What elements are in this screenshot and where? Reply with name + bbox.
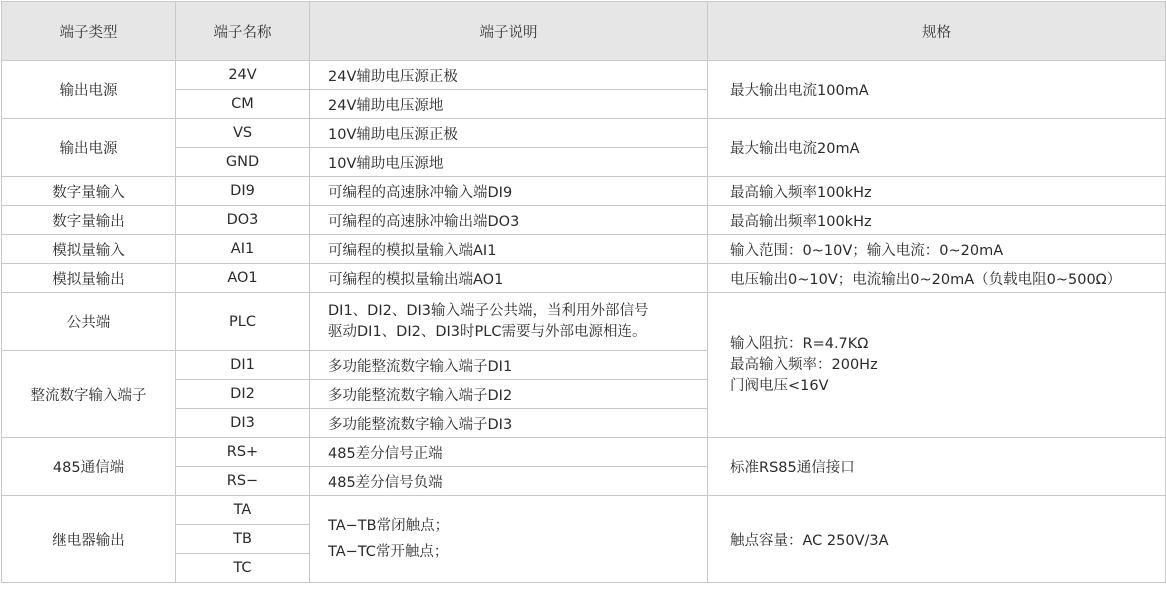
terminal-name-cell: AI1 [176,235,310,264]
terminal-description-cell: 多功能整流数字输入端子DI2 [310,380,708,409]
terminal-type-cell: 数字量输出 [2,206,176,235]
terminal-name-cell: RS− [176,467,310,496]
terminal-name-cell: 24V [176,61,310,90]
terminal-type-cell: 模拟量输出 [2,264,176,293]
terminal-description-cell [310,496,708,583]
specification-line: 门阀电压<16V [730,377,829,394]
description-line: TA−TB常闭触点； [328,518,450,534]
terminal-description-cell: 多功能整流数字输入端子DI1 [310,351,708,380]
specification-cell: 标准RS85通信接口 [708,438,1166,496]
terminal-name-cell: DO3 [176,206,310,235]
terminal-name-cell: DI2 [176,380,310,409]
terminal-description-cell: 10V辅助电压源地 [310,148,708,177]
specification-cell: 触点容量：AC 250V/3A [708,496,1166,583]
terminal-description-cell: 24V辅助电压源正极 [310,61,708,90]
terminal-description-cell: 485差分信号负端 [310,467,708,496]
terminal-type-cell: 数字量输入 [2,177,176,206]
specification-cell: 最大输出电流100mA [708,61,1166,119]
header-terminal-type: 端子类型 [2,2,176,61]
table-row [2,496,1166,525]
terminal-description-cell: 可编程的模拟量输出端AO1 [310,264,708,293]
header-specification: 规格 [708,2,1166,61]
table-row [2,61,1166,90]
terminal-type-cell: 输出电源 [2,61,176,119]
terminal-name-cell: DI3 [176,409,310,438]
terminal-name-cell: GND [176,148,310,177]
terminal-description-cell [310,293,708,351]
terminal-type-cell: 继电器输出 [2,496,176,583]
specification-cell: 最高输出频率100kHz [708,206,1166,235]
terminal-type-cell: 公共端 [2,293,176,351]
terminal-description-cell: 485差分信号正端 [310,438,708,467]
specification-cell: 最大输出电流20mA [708,119,1166,177]
terminal-name-cell: TC [176,554,310,583]
terminal-name-cell: CM [176,90,310,119]
specification-line: 输入阻抗：R=4.7KΩ [730,335,869,352]
table-row [2,293,1166,351]
terminal-description-cell: 可编程的高速脉冲输入端DI9 [310,177,708,206]
description-line: 驱动DI1、DI2、DI3时PLC需要与外部电源相连。 [328,323,647,340]
terminal-description-cell: 多功能整流数字输入端子DI3 [310,409,708,438]
description-line: TA−TC常开触点； [328,544,449,560]
terminal-description-cell: 可编程的高速脉冲输出端DO3 [310,206,708,235]
specification-cell [708,293,1166,438]
table-row [2,119,1166,148]
terminal-name-cell: DI9 [176,177,310,206]
terminal-name-cell: TB [176,525,310,554]
header-row [2,2,1166,61]
specification-cell: 最高输入频率100kHz [708,177,1166,206]
table-row [2,177,1166,206]
terminal-spec-table [1,1,1166,583]
header-terminal-name: 端子名称 [176,2,310,61]
description-line: DI1、DI2、DI3输入端子公共端，当利用外部信号 [328,302,649,319]
terminal-description-cell: 24V辅助电压源地 [310,90,708,119]
terminal-type-cell: 整流数字输入端子 [2,351,176,438]
terminal-type-cell: 485通信端 [2,438,176,496]
specification-cell: 电压输出0~10V；电流输出0~20mA（负载电阻0~500Ω） [708,264,1166,293]
terminal-name-cell: VS [176,119,310,148]
table-row [2,206,1166,235]
terminal-description-cell: 可编程的模拟量输入端AI1 [310,235,708,264]
table-row [2,235,1166,264]
terminal-name-cell: RS+ [176,438,310,467]
table-row [2,264,1166,293]
specification-cell: 输入范围：0~10V；输入电流：0~20mA [708,235,1166,264]
terminal-type-cell: 输出电源 [2,119,176,177]
terminal-name-cell: DI1 [176,351,310,380]
terminal-name-cell: PLC [176,293,310,351]
specification-line: 最高输入频率：200Hz [730,356,878,373]
table-row [2,438,1166,467]
terminal-description-cell: 10V辅助电压源正极 [310,119,708,148]
terminal-type-cell: 模拟量输入 [2,235,176,264]
header-terminal-description: 端子说明 [310,2,708,61]
terminal-name-cell: AO1 [176,264,310,293]
terminal-name-cell: TA [176,496,310,525]
